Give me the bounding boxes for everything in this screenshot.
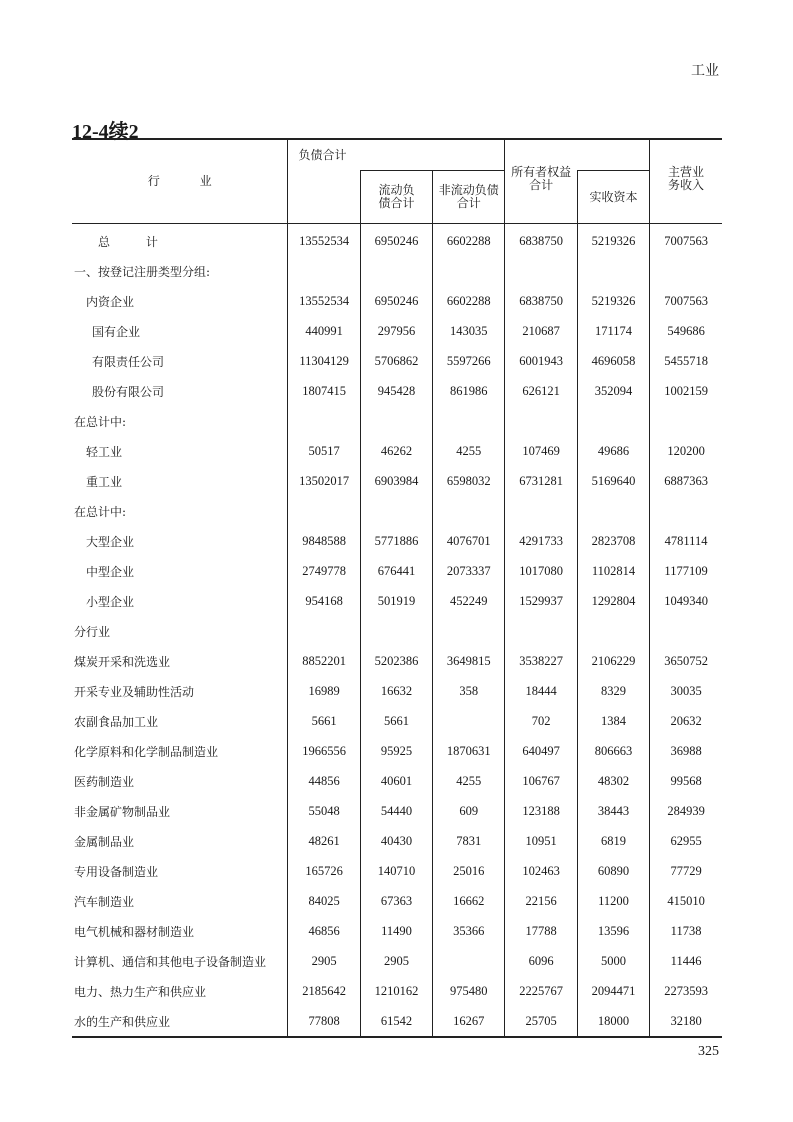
cell-value: 11304129 bbox=[288, 346, 360, 376]
cell-value: 48302 bbox=[577, 766, 649, 796]
cell-value bbox=[433, 616, 505, 646]
cell-value: 297956 bbox=[360, 316, 432, 346]
table-row bbox=[72, 916, 722, 946]
row-label: 一、按登记注册类型分组: bbox=[74, 264, 211, 279]
cell-value: 8852201 bbox=[288, 646, 360, 676]
row-label: 化学原料和化学制品制造业 bbox=[74, 744, 219, 759]
cell-value bbox=[505, 406, 577, 436]
row-label: 水的生产和供应业 bbox=[72, 1006, 288, 1037]
cell-value: 9848588 bbox=[288, 526, 360, 556]
cell-value: 3538227 bbox=[505, 646, 577, 676]
cell-value: 17788 bbox=[505, 916, 577, 946]
table-row bbox=[72, 706, 722, 736]
cell-value: 2823708 bbox=[577, 526, 649, 556]
cell-value: 25016 bbox=[433, 856, 505, 886]
cell-value: 77729 bbox=[650, 856, 722, 886]
cell-value: 4696058 bbox=[577, 346, 649, 376]
page-number: 325 bbox=[698, 1044, 719, 1059]
cell-value: 5771886 bbox=[360, 526, 432, 556]
cell-value: 3649815 bbox=[433, 646, 505, 676]
cell-value: 11738 bbox=[650, 916, 722, 946]
row-label: 开采专业及辅助性活动 bbox=[74, 684, 195, 699]
cell-value: 2185642 bbox=[288, 976, 360, 1006]
cell-value: 415010 bbox=[650, 886, 722, 916]
cell-value: 40601 bbox=[360, 766, 432, 796]
table-row bbox=[72, 856, 722, 886]
cell-value bbox=[360, 256, 432, 286]
cell-value: 2094471 bbox=[577, 976, 649, 1006]
cell-value: 1210162 bbox=[360, 976, 432, 1006]
cell-value bbox=[577, 406, 649, 436]
cell-value: 6602288 bbox=[433, 224, 505, 257]
cell-value: 6903984 bbox=[360, 466, 432, 496]
cell-value: 1807415 bbox=[288, 376, 360, 406]
cell-value bbox=[360, 496, 432, 526]
table-row bbox=[72, 376, 722, 406]
table-row bbox=[72, 556, 722, 586]
cell-value bbox=[577, 496, 649, 526]
cell-value: 5219326 bbox=[577, 286, 649, 316]
cell-value: 50517 bbox=[288, 436, 360, 466]
cell-value: 32180 bbox=[650, 1006, 722, 1037]
cell-value bbox=[505, 616, 577, 646]
cell-value: 626121 bbox=[505, 376, 577, 406]
cell-value: 6001943 bbox=[505, 346, 577, 376]
cell-value: 6731281 bbox=[505, 466, 577, 496]
cell-value: 5661 bbox=[360, 706, 432, 736]
cell-value: 5597266 bbox=[433, 346, 505, 376]
column-header-blank-1 bbox=[360, 139, 432, 171]
cell-value: 62955 bbox=[650, 826, 722, 856]
cell-value: 84025 bbox=[288, 886, 360, 916]
table-row bbox=[72, 496, 722, 526]
column-header-paid-in-capital: 实收资本 bbox=[577, 171, 649, 224]
cell-value: 452249 bbox=[433, 586, 505, 616]
cell-value bbox=[650, 496, 722, 526]
table-row bbox=[72, 586, 722, 616]
cell-value: 2225767 bbox=[505, 976, 577, 1006]
row-label: 计算机、通信和其他电子设备制造业 bbox=[74, 954, 267, 969]
cell-value: 140710 bbox=[360, 856, 432, 886]
cell-value: 1384 bbox=[577, 706, 649, 736]
row-label: 重工业 bbox=[86, 474, 123, 489]
cell-value: 1529937 bbox=[505, 586, 577, 616]
cell-value: 501919 bbox=[360, 586, 432, 616]
cell-value bbox=[433, 256, 505, 286]
cell-value: 2749778 bbox=[288, 556, 360, 586]
cell-value: 5000 bbox=[577, 946, 649, 976]
cell-value: 609 bbox=[433, 796, 505, 826]
column-header-owners-equity: 所有者权益合计 bbox=[505, 139, 577, 224]
cell-value: 40430 bbox=[360, 826, 432, 856]
cell-value: 549686 bbox=[650, 316, 722, 346]
cell-value: 165726 bbox=[288, 856, 360, 886]
cell-value: 77808 bbox=[288, 1006, 360, 1037]
cell-value: 352094 bbox=[577, 376, 649, 406]
cell-value: 8329 bbox=[577, 676, 649, 706]
cell-value: 2073337 bbox=[433, 556, 505, 586]
cell-value: 1870631 bbox=[433, 736, 505, 766]
cell-value: 1049340 bbox=[650, 586, 722, 616]
cell-value: 13552534 bbox=[288, 286, 360, 316]
table-row bbox=[72, 766, 722, 796]
table-header bbox=[72, 139, 722, 224]
cell-value bbox=[505, 256, 577, 286]
column-header-total-liabilities-spacer bbox=[288, 171, 360, 224]
column-header-blank-2 bbox=[433, 139, 505, 171]
cell-value: 4781114 bbox=[650, 526, 722, 556]
cell-value bbox=[577, 256, 649, 286]
cell-value: 954168 bbox=[288, 586, 360, 616]
cell-value: 11200 bbox=[577, 886, 649, 916]
cell-value: 1017080 bbox=[505, 556, 577, 586]
cell-value: 20632 bbox=[650, 706, 722, 736]
cell-value: 1002159 bbox=[650, 376, 722, 406]
cell-value: 7007563 bbox=[650, 286, 722, 316]
cell-value bbox=[288, 616, 360, 646]
cell-value: 702 bbox=[505, 706, 577, 736]
cell-value: 67363 bbox=[360, 886, 432, 916]
column-header-noncurrent-liabilities: 非流动负债合计 bbox=[433, 171, 505, 224]
column-header-current-liabilities: 流动负债合计 bbox=[360, 171, 432, 224]
column-header-industry: 行 业 bbox=[72, 139, 288, 224]
cell-value bbox=[288, 496, 360, 526]
cell-value: 6096 bbox=[505, 946, 577, 976]
cell-value bbox=[288, 406, 360, 436]
cell-value: 13596 bbox=[577, 916, 649, 946]
cell-value: 99568 bbox=[650, 766, 722, 796]
table-row bbox=[72, 406, 722, 436]
table-row bbox=[72, 946, 722, 976]
cell-value bbox=[360, 616, 432, 646]
cell-value: 171174 bbox=[577, 316, 649, 346]
cell-value: 18000 bbox=[577, 1006, 649, 1037]
cell-value: 54440 bbox=[360, 796, 432, 826]
cell-value: 6602288 bbox=[433, 286, 505, 316]
cell-value: 38443 bbox=[577, 796, 649, 826]
cell-value: 676441 bbox=[360, 556, 432, 586]
cell-value: 16662 bbox=[433, 886, 505, 916]
cell-value: 95925 bbox=[360, 736, 432, 766]
cell-value: 55048 bbox=[288, 796, 360, 826]
cell-value bbox=[433, 496, 505, 526]
table-row bbox=[72, 616, 722, 646]
column-header-total-liabilities: 负债合计 bbox=[288, 139, 360, 171]
cell-value: 1292804 bbox=[577, 586, 649, 616]
row-label: 总 计 bbox=[98, 234, 174, 249]
cell-value: 11446 bbox=[650, 946, 722, 976]
cell-value: 61542 bbox=[360, 1006, 432, 1037]
table-row bbox=[72, 436, 722, 466]
cell-value: 102463 bbox=[505, 856, 577, 886]
cell-value: 6887363 bbox=[650, 466, 722, 496]
cell-value: 6598032 bbox=[433, 466, 505, 496]
column-header-main-revenue: 主营业务收入 bbox=[650, 139, 722, 224]
cell-value: 1177109 bbox=[650, 556, 722, 586]
cell-value: 7831 bbox=[433, 826, 505, 856]
row-label: 专用设备制造业 bbox=[74, 864, 159, 879]
row-label: 中型企业 bbox=[86, 564, 135, 579]
table-row bbox=[72, 316, 722, 346]
row-label: 汽车制造业 bbox=[74, 894, 135, 909]
cell-value: 10951 bbox=[505, 826, 577, 856]
cell-value: 5202386 bbox=[360, 646, 432, 676]
cell-value: 44856 bbox=[288, 766, 360, 796]
cell-value: 3650752 bbox=[650, 646, 722, 676]
cell-value: 975480 bbox=[433, 976, 505, 1006]
table-row bbox=[72, 256, 722, 286]
row-label: 在总计中: bbox=[74, 504, 127, 519]
cell-value: 5169640 bbox=[577, 466, 649, 496]
cell-value: 30035 bbox=[650, 676, 722, 706]
row-label: 在总计中: bbox=[74, 414, 127, 429]
cell-value: 107469 bbox=[505, 436, 577, 466]
row-label: 电气机械和器材制造业 bbox=[74, 924, 195, 939]
cell-value: 5706862 bbox=[360, 346, 432, 376]
page-section-header: 工业 bbox=[691, 63, 719, 79]
row-label: 轻工业 bbox=[86, 444, 123, 459]
cell-value bbox=[433, 946, 505, 976]
cell-value: 22156 bbox=[505, 886, 577, 916]
table-title: 12-4续2 bbox=[72, 121, 139, 143]
table-row bbox=[72, 224, 722, 257]
cell-value: 6838750 bbox=[505, 224, 577, 257]
cell-value: 36988 bbox=[650, 736, 722, 766]
cell-value: 945428 bbox=[360, 376, 432, 406]
cell-value bbox=[433, 706, 505, 736]
cell-value: 143035 bbox=[433, 316, 505, 346]
cell-value bbox=[650, 616, 722, 646]
cell-value: 4291733 bbox=[505, 526, 577, 556]
cell-value: 18444 bbox=[505, 676, 577, 706]
cell-value: 640497 bbox=[505, 736, 577, 766]
cell-value: 1102814 bbox=[577, 556, 649, 586]
cell-value bbox=[650, 256, 722, 286]
table-row bbox=[72, 886, 722, 916]
cell-value: 120200 bbox=[650, 436, 722, 466]
cell-value: 11490 bbox=[360, 916, 432, 946]
cell-value: 284939 bbox=[650, 796, 722, 826]
cell-value: 6838750 bbox=[505, 286, 577, 316]
cell-value: 358 bbox=[433, 676, 505, 706]
cell-value bbox=[433, 406, 505, 436]
cell-value: 210687 bbox=[505, 316, 577, 346]
cell-value: 4076701 bbox=[433, 526, 505, 556]
row-label: 小型企业 bbox=[86, 594, 135, 609]
cell-value: 4255 bbox=[433, 436, 505, 466]
row-label: 非金属矿物制品业 bbox=[74, 804, 171, 819]
row-label: 农副食品加工业 bbox=[74, 714, 159, 729]
cell-value: 6819 bbox=[577, 826, 649, 856]
cell-value: 2106229 bbox=[577, 646, 649, 676]
table-row bbox=[72, 796, 722, 826]
cell-value: 6950246 bbox=[360, 224, 432, 257]
cell-value: 2905 bbox=[360, 946, 432, 976]
row-label: 金属制品业 bbox=[74, 834, 135, 849]
statistics-table bbox=[72, 138, 722, 1038]
cell-value: 13552534 bbox=[288, 224, 360, 257]
row-label: 内资企业 bbox=[86, 294, 135, 309]
table-row bbox=[72, 286, 722, 316]
cell-value: 46262 bbox=[360, 436, 432, 466]
row-label: 有限责任公司 bbox=[92, 354, 165, 369]
table-row bbox=[72, 826, 722, 856]
cell-value: 48261 bbox=[288, 826, 360, 856]
cell-value: 35366 bbox=[433, 916, 505, 946]
table-body bbox=[72, 224, 722, 1038]
cell-value: 106767 bbox=[505, 766, 577, 796]
row-label: 国有企业 bbox=[92, 324, 141, 339]
cell-value: 16632 bbox=[360, 676, 432, 706]
row-label: 电力、热力生产和供应业 bbox=[74, 984, 207, 999]
cell-value: 123188 bbox=[505, 796, 577, 826]
cell-value: 4255 bbox=[433, 766, 505, 796]
cell-value: 16267 bbox=[433, 1006, 505, 1037]
cell-value: 13502017 bbox=[288, 466, 360, 496]
table-row bbox=[72, 646, 722, 676]
row-label: 煤炭开采和洗选业 bbox=[74, 654, 171, 669]
row-label: 医药制造业 bbox=[74, 774, 135, 789]
cell-value: 5455718 bbox=[650, 346, 722, 376]
cell-value: 60890 bbox=[577, 856, 649, 886]
table-row bbox=[72, 976, 722, 1006]
cell-value: 2273593 bbox=[650, 976, 722, 1006]
cell-value: 440991 bbox=[288, 316, 360, 346]
table-row bbox=[72, 466, 722, 496]
row-label: 分行业 bbox=[74, 624, 111, 639]
table-row bbox=[72, 346, 722, 376]
table-row bbox=[72, 676, 722, 706]
row-label: 股份有限公司 bbox=[92, 384, 165, 399]
cell-value: 46856 bbox=[288, 916, 360, 946]
cell-value: 49686 bbox=[577, 436, 649, 466]
table-row bbox=[72, 736, 722, 766]
cell-value bbox=[650, 406, 722, 436]
table-row bbox=[72, 1006, 722, 1037]
cell-value: 1966556 bbox=[288, 736, 360, 766]
row-label: 大型企业 bbox=[86, 534, 135, 549]
cell-value: 5661 bbox=[288, 706, 360, 736]
cell-value: 806663 bbox=[577, 736, 649, 766]
cell-value bbox=[505, 496, 577, 526]
cell-value: 5219326 bbox=[577, 224, 649, 257]
cell-value: 2905 bbox=[288, 946, 360, 976]
column-header-blank-3 bbox=[577, 139, 649, 171]
cell-value: 25705 bbox=[505, 1006, 577, 1037]
cell-value bbox=[288, 256, 360, 286]
cell-value: 7007563 bbox=[650, 224, 722, 257]
cell-value bbox=[360, 406, 432, 436]
table-row bbox=[72, 526, 722, 556]
cell-value: 6950246 bbox=[360, 286, 432, 316]
cell-value: 861986 bbox=[433, 376, 505, 406]
cell-value bbox=[577, 616, 649, 646]
cell-value: 16989 bbox=[288, 676, 360, 706]
